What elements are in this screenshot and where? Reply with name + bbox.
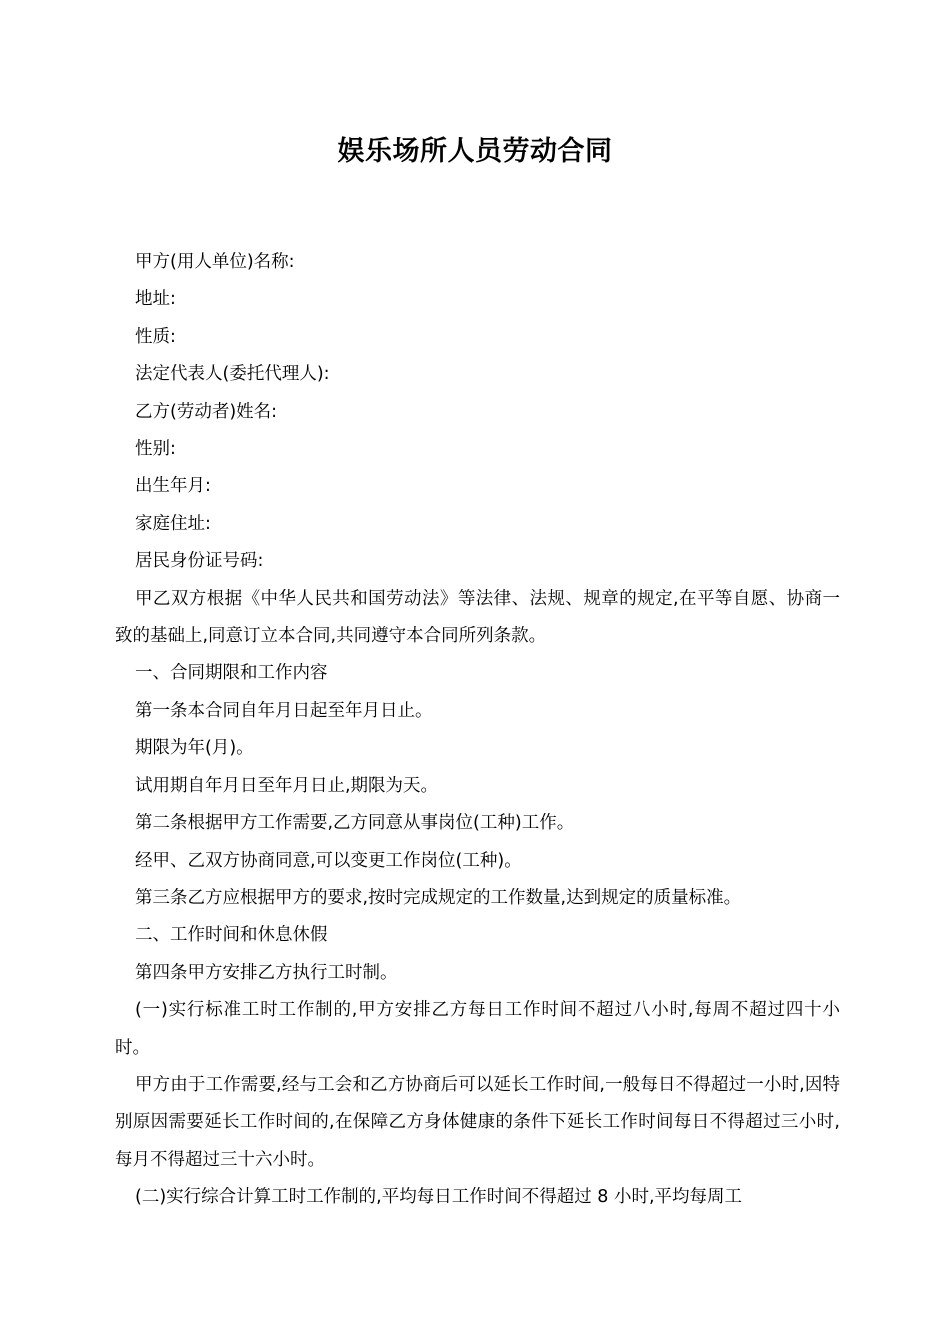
document-body	[115, 244, 840, 1217]
paragraph: 家庭住址:	[135, 513, 211, 534]
paragraph: 第一条本合同自年月日起至年月日止。	[135, 700, 433, 721]
paragraph: 性别:	[135, 439, 176, 460]
section-heading: 二、工作时间和休息休假	[135, 925, 328, 946]
paragraph: 第三条乙方应根据甲方的要求,按时完成规定的工作数量,达到规定的质量标准。	[135, 887, 742, 908]
paragraph: 期限为年(月)。	[135, 738, 254, 759]
paragraph: 第四条甲方安排乙方执行工时制。	[135, 962, 398, 983]
paragraph: 地址:	[135, 289, 176, 310]
paragraph: (一)实行标准工时工作制的,甲方安排乙方每日工作时间不超过八小时,每周不超过四十小时。	[115, 1000, 840, 1058]
paragraph: 居民身份证号码:	[135, 551, 264, 572]
document-title: 娱乐场所人员劳动合同	[337, 136, 613, 167]
paragraph: 性质:	[135, 326, 176, 347]
paragraph: 法定代表人(委托代理人):	[135, 364, 330, 385]
paragraph: 甲乙双方根据《中华人民共和国劳动法》等法律、法规、规章的规定,在平等自愿、协商一致的基础上,同意订立本合同,共同遵守本合同所列条款。	[115, 588, 840, 647]
paragraph: 出生年月:	[135, 476, 211, 497]
paragraph: 试用期自年月日至年月日止,期限为天。	[135, 775, 439, 796]
paragraph: 乙方(劳动者)姓名:	[135, 401, 278, 422]
paragraph: (二)实行综合计算工时工作制的,平均每日工作时间不得超过 8 小时,平均每周工	[135, 1187, 743, 1208]
paragraph: 第二条根据甲方工作需要,乙方同意从事岗位(工种)工作。	[135, 813, 575, 834]
section-heading: 一、合同期限和工作内容	[135, 663, 328, 684]
paragraph: 经甲、乙双方协商同意,可以变更工作岗位(工种)。	[135, 850, 522, 871]
paragraph: 甲方(用人单位)名称:	[135, 252, 295, 272]
paragraph: 甲方由于工作需要,经与工会和乙方协商后可以延长工作时间,一般每日不得超过一小时,因特别原因需要延长工作时间的,在保障乙方身体健康的条件下延长工作时间每日不得超过三小时,每月不得超过三十六小时。	[115, 1074, 840, 1170]
